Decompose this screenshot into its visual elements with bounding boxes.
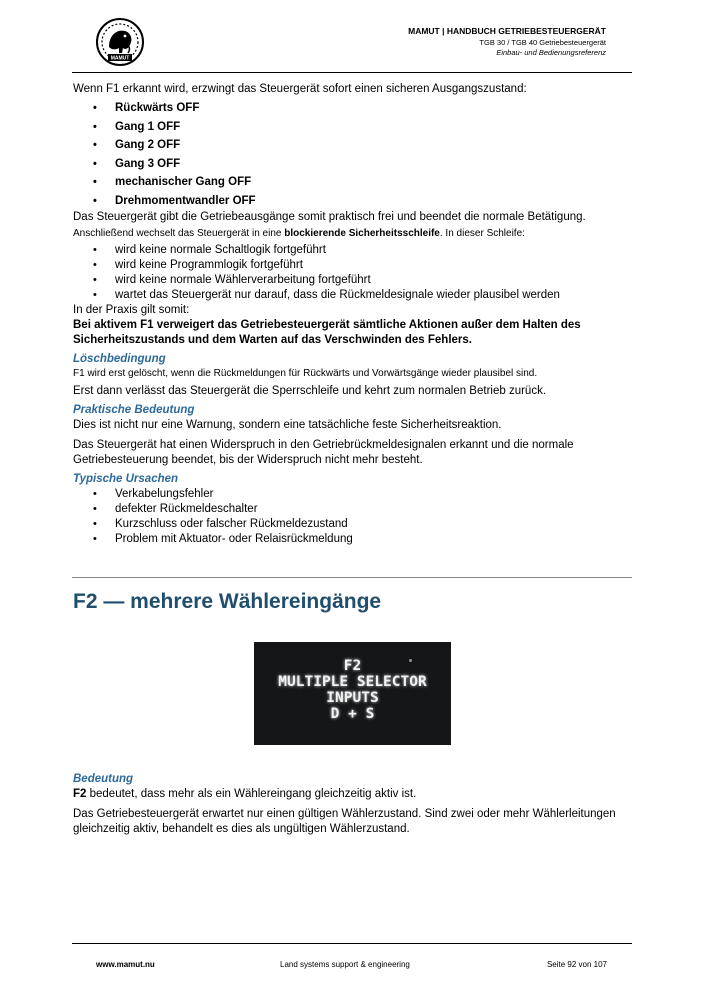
f2-meaning-heading: Bedeutung <box>73 773 134 785</box>
footer-website-link[interactable]: www.mamut.nu <box>96 960 155 969</box>
footer-divider <box>72 943 632 944</box>
f1-section <box>73 82 633 547</box>
list-item: • defekter Rückmeldeschalter <box>73 502 633 517</box>
practical-meaning-text: Dies ist nicht nur eine Warnung, sondern eine tatsächliche feste Sicherheitsreaktion. <box>73 419 502 431</box>
list-item: • Gang 2 OFF <box>73 136 633 155</box>
section-divider <box>72 577 632 578</box>
display-line: D + S <box>330 706 375 722</box>
list-item: • Problem mit Aktuator- oder Relaisrückmeldung <box>73 532 633 547</box>
clear-condition-text: F1 wird erst gelöscht, wenn die Rückmeldungen für Rückwärts und Vorwärtsgänge wieder plausibel sind. <box>73 368 538 379</box>
list-item: • wird keine normale Wählerverarbeitung fortgeführt <box>73 273 633 288</box>
list-item: • Drehmomentwandler OFF <box>73 192 633 211</box>
svg-text:MAMUT: MAMUT <box>110 55 130 62</box>
display-line: MULTIPLE SELECTOR <box>278 674 427 690</box>
clear-condition-heading: Löschbedingung <box>73 353 166 365</box>
mamut-logo <box>95 17 145 67</box>
header-divider <box>72 72 632 73</box>
list-item: • Gang 3 OFF <box>73 155 633 174</box>
practice-intro: In der Praxis gilt somit: <box>73 304 190 316</box>
f2-meaning-text-2: Das Getriebesteuergerät erwartet nur einen gültigen Wählerzustand. Sind zwei oder mehr Wählerleitungen gleichzeitig aktiv, behandelt es dies als ungültigen Wählerzustand. <box>73 808 616 835</box>
typical-causes-heading: Typische Ursachen <box>73 473 179 485</box>
list-item: • Kurzschluss oder falscher Rückmeldezustand <box>73 517 633 532</box>
f1-intro: Wenn F1 erkannt wird, erzwingt das Steuergerät sofort einen sicheren Ausgangszustand: <box>73 83 527 95</box>
footer-tagline: Land systems support & engineering <box>280 960 410 969</box>
release-text: Das Steuergerät gibt die Getriebeausgänge somit praktisch frei und beendet die normale Betätigung. <box>73 211 586 223</box>
practice-statement: Bei aktivem F1 verweigert das Getriebesteuergerät sämtliche Aktionen außer dem Halten des Sicherheitszustands und dem Warten auf das Verschwinden des Fehlers. <box>73 319 581 346</box>
list-item: • wartet das Steuergerät nur darauf, dass die Rückmeldesignale wieder plausibel werden <box>73 288 633 303</box>
list-item: • wird keine Programmlogik fortgeführt <box>73 258 633 273</box>
list-item: • Gang 1 OFF <box>73 118 633 137</box>
header-subtitle-2: Einbau- und Bedienungsreferenz <box>496 48 606 57</box>
header-title: MAMUT | HANDBUCH GETRIEBESTEUERGERÄT <box>408 26 606 36</box>
footer-page-number: Seite 92 von 107 <box>546 960 607 969</box>
loop-list <box>73 243 633 303</box>
causes-list <box>73 487 633 547</box>
list-item: • mechanischer Gang OFF <box>73 173 633 192</box>
f2-section-title: F2 — mehrere Wählereingänge <box>73 590 382 613</box>
forced-outputs-list <box>73 99 633 210</box>
list-item: • wird keine normale Schaltlogik fortgeführt <box>73 243 633 258</box>
fault-display-photo <box>254 642 451 745</box>
display-line: F2 <box>343 658 362 674</box>
practical-meaning-heading: Praktische Bedeutung <box>73 404 195 416</box>
f2-section <box>73 768 633 837</box>
list-item: • Rückwärts OFF <box>73 99 633 118</box>
header-subtitle: TGB 30 / TGB 40 Getriebesteuergerät <box>479 38 606 47</box>
list-item: • Verkabelungsfehler <box>73 487 633 502</box>
display-line: INPUTS <box>326 690 379 706</box>
practical-meaning-text-2: Das Steuergerät hat einen Widerspruch in den Getriebrückmeldesignalen erkannt und die normale Getriebesteuerung beendet, bis der Widerspruch nicht mehr besteht. <box>73 439 574 466</box>
loop-text: Anschließend wechselt das Steuergerät in eine blockierende Sicherheitsschleife. In dieser Schleife: <box>73 228 525 239</box>
f2-meaning-text: F2 bedeutet, dass mehr als ein Wählereingang gleichzeitig aktiv ist. <box>73 788 417 800</box>
clear-condition-text-2: Erst dann verlässt das Steuergerät die Sperrschleife und kehrt zum normalen Betrieb zurück. <box>73 385 547 397</box>
